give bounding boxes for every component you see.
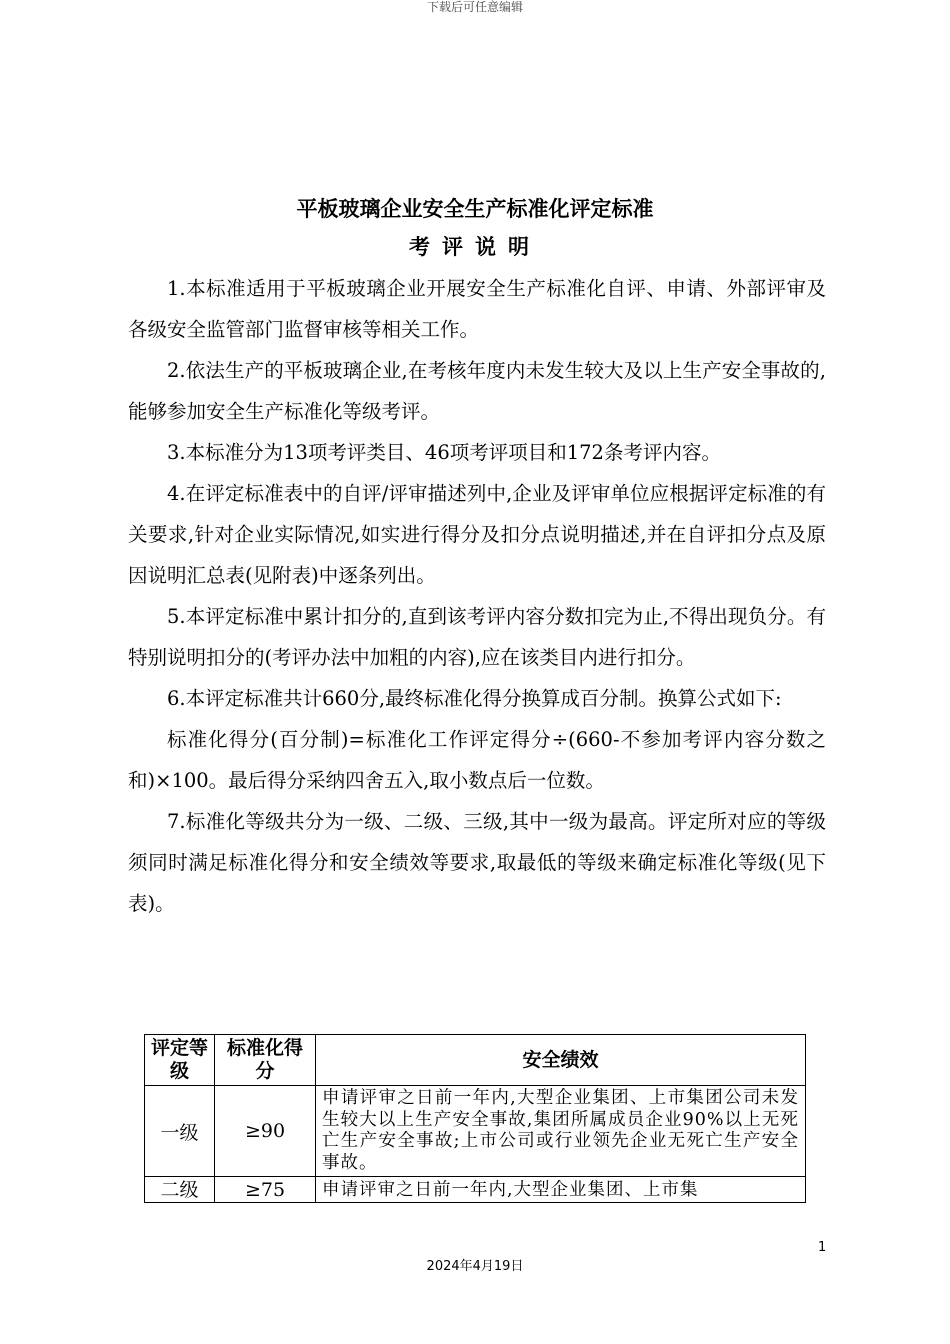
performance-cell: 申请评审之日前一年内,大型企业集团、上市集团公司未发生较大以上生产安全事故,集团所属成员企业90%以上无死亡生产安全事故;上市公司或行业领先企业无死亡生产安全事故。 [316,1086,806,1177]
paragraph-4: 4.在评定标准表中的自评/评审描述列中,企业及评审单位应根据评定标准的有关要求,针对企业实际情况,如实进行得分及扣分点说明描述,并在自评扣分点及原因说明汇总表(见附表)中逐条列出。 [128,482,826,587]
grade-cell: 二级 [145,1177,215,1203]
table-row [145,1086,806,1177]
score-cell: ≥75 [215,1177,316,1203]
footer-date: 2024年4月19日 [426,1259,524,1274]
header-grade: 评定等级 [145,1035,215,1086]
page-number: 1 [818,1240,827,1255]
section-subtitle: 考评说明 [409,234,541,259]
paragraph-6: 6.本评定标准共计660分,最终标准化得分换算成百分制。换算公式如下: [167,687,782,710]
grade-table [144,1034,806,1203]
document-title: 平板玻璃企业安全生产标准化评定标准 [296,196,654,221]
paragraph-1: 1.本标准适用于平板玻璃企业开展安全生产标准化自评、申请、外部评审及各级安全监管部门监督审核等相关工作。 [128,277,826,341]
header-note: 下载后可任意编辑 [426,0,523,14]
header-score: 标准化得分 [215,1035,316,1086]
grade-cell: 一级 [145,1086,215,1177]
paragraph-7: 7.标准化等级共分为一级、二级、三级,其中一级为最高。评定所对应的等级须同时满足标准化得分和安全绩效等要求,取最低的等级来确定标准化等级(见下表)。 [128,810,826,915]
header-performance: 安全绩效 [316,1035,806,1086]
table-row [145,1177,806,1203]
table-header-row [145,1035,806,1086]
paragraph-2: 2.依法生产的平板玻璃企业,在考核年度内未发生较大及以上生产安全事故的,能够参加安全生产标准化等级考评。 [128,359,826,423]
body-text [128,268,826,924]
formula-paragraph: 标准化得分(百分制)=标准化工作评定得分÷(660-不参加考评内容分数之和)×100。最后得分采纳四舍五入,取小数点后一位数。 [128,728,826,792]
paragraph-5: 5.本评定标准中累计扣分的,直到该考评内容分数扣完为止,不得出现负分。有特别说明扣分的(考评办法中加粗的内容),应在该类目内进行扣分。 [128,605,826,669]
performance-cell: 申请评审之日前一年内,大型企业集团、上市集 [316,1177,806,1203]
score-cell: ≥90 [215,1086,316,1177]
paragraph-3: 3.本标准分为13项考评类目、46项考评项目和172条考评内容。 [167,441,721,464]
